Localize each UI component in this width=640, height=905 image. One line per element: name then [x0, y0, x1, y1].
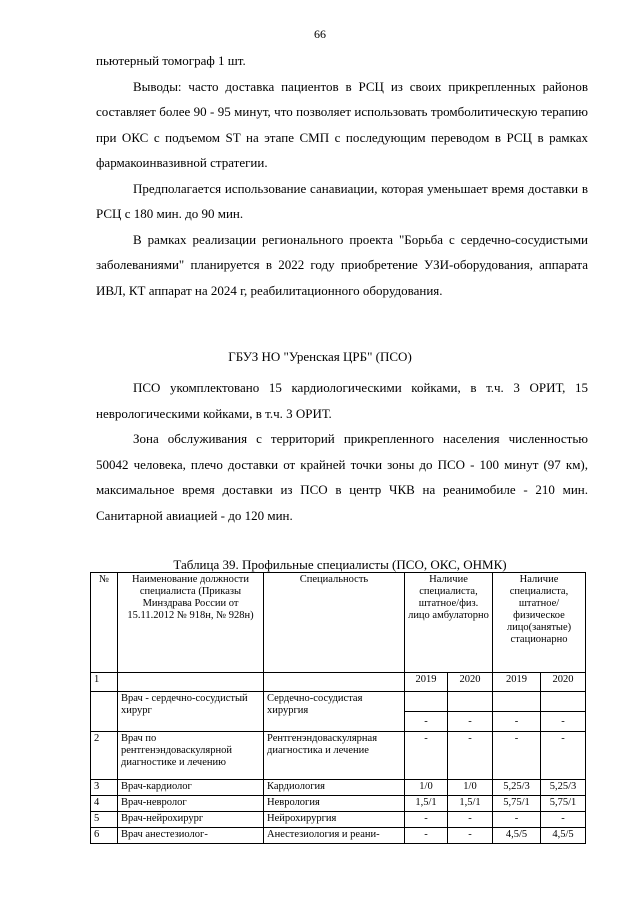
index-num: 1 [91, 673, 118, 692]
empty-cell [118, 673, 264, 692]
value-cell: - [493, 732, 541, 780]
empty-cell [448, 692, 493, 712]
table-caption: Таблица 39. Профильные специалисты (ПСО, ОКС, ОНМК) [173, 557, 507, 572]
row-specialty: Кардиология [264, 780, 405, 796]
year-cell: 2019 [493, 673, 541, 692]
row-position: Врач - сердечно-сосудистый хирург [118, 692, 264, 732]
row-specialty: Нейрохирургия [264, 812, 405, 828]
table-row [91, 828, 586, 844]
table-row [91, 812, 586, 828]
value-cell: 4,5/5 [541, 828, 586, 844]
table-row [91, 692, 586, 712]
page-number: 66 [314, 27, 326, 41]
table-row [91, 780, 586, 796]
value-cell: 5,75/1 [493, 796, 541, 812]
paragraph: Выводы: часто доставка пациентов в РСЦ из своих прикрепленных районов составляет более 90 - 95 минут, что позволяет использовать тромболитическую терапию при ОКС с подъемом ST на этапе СМП с последующим переводом в РСЦ в рамках фармакоинвазивной стратегии. [96, 78, 588, 170]
row-num [91, 692, 118, 732]
value-cell: 5,25/3 [493, 780, 541, 796]
row-position: Врач анестезиолог- [118, 828, 264, 844]
empty-cell [541, 692, 586, 712]
value-cell: - [405, 812, 448, 828]
value-cell: - [493, 812, 541, 828]
body-text-top [96, 48, 588, 303]
row-position: Врач-невролог [118, 796, 264, 812]
paragraph: Зона обслуживания с территорий прикрепленного населения численностью 50042 человека, плечо доставки от крайней точки зоны до ПСО - 100 минут (97 км), максимальное время доставки из ПСО в центр ЧКВ на реанимобиле - 210 мин. Санитарной авиацией - до 120 мин. [96, 431, 588, 523]
header-ambulatory: Наличие специалиста, штатное/физ. лицо амбулаторно [405, 573, 493, 673]
value-cell: 1,5/1 [448, 796, 493, 812]
row-specialty: Неврология [264, 796, 405, 812]
row-position: Врач-кардиолог [118, 780, 264, 796]
year-cell: 2019 [405, 673, 448, 692]
paragraph: Предполагается использование санавиации, которая уменьшает время доставки в РСЦ с 180 мин. до 90 мин. [96, 180, 588, 221]
row-specialty: Рентгенэндоваскулярная диагностика и лечение [264, 732, 405, 780]
value-cell: - [448, 712, 493, 732]
value-cell: - [448, 732, 493, 780]
value-cell: - [541, 712, 586, 732]
value-cell: - [448, 828, 493, 844]
table-row [91, 796, 586, 812]
paragraph: пьютерный томограф 1 шт. [96, 53, 246, 68]
row-specialty: Сердечно-сосудистая хирургия [264, 692, 405, 732]
header-inpatient: Наличие специалиста, штатное/физическое лицо(занятые) стационарно [493, 573, 586, 673]
row-num: 2 [91, 732, 118, 780]
row-num: 5 [91, 812, 118, 828]
section-heading: ГБУЗ НО "Уренская ЦРБ" (ПСО) [228, 349, 412, 364]
value-cell: - [405, 732, 448, 780]
empty-cell [493, 692, 541, 712]
table-header-row [91, 573, 586, 673]
body-text-bottom [96, 375, 588, 528]
year-cell: 2020 [541, 673, 586, 692]
empty-cell [264, 673, 405, 692]
value-cell: - [405, 828, 448, 844]
value-cell: - [493, 712, 541, 732]
value-cell: 1/0 [448, 780, 493, 796]
header-num: № [91, 573, 118, 673]
value-cell: 1,5/1 [405, 796, 448, 812]
table-row [91, 732, 586, 780]
value-cell: 5,75/1 [541, 796, 586, 812]
header-specialty: Специальность [264, 573, 405, 673]
value-cell: - [448, 812, 493, 828]
row-position: Врач по рентгенэндоваскулярной диагностике и лечению [118, 732, 264, 780]
row-num: 4 [91, 796, 118, 812]
table-index-row [91, 673, 586, 692]
year-cell: 2020 [448, 673, 493, 692]
specialists-table [90, 572, 586, 844]
value-cell: - [405, 712, 448, 732]
value-cell: 1/0 [405, 780, 448, 796]
value-cell: 4,5/5 [493, 828, 541, 844]
value-cell: - [541, 732, 586, 780]
row-position: Врач-нейрохирург [118, 812, 264, 828]
paragraph: В рамках реализации регионального проекта "Борьба с сердечно-сосудистыми заболеваниями" планируется в 2022 году приобретение УЗИ-оборудования, аппарата ИВЛ, КТ аппарат на 2024 г, реабилитационного оборудования. [96, 231, 588, 298]
row-specialty: Анестезиология и реани- [264, 828, 405, 844]
paragraph: ПСО укомплектовано 15 кардиологическими койками, в т.ч. 3 ОРИТ, 15 неврологическими койками, в т.ч. 3 ОРИТ. [96, 380, 588, 421]
empty-cell [405, 692, 448, 712]
value-cell: - [541, 812, 586, 828]
value-cell: 5,25/3 [541, 780, 586, 796]
row-num: 6 [91, 828, 118, 844]
row-num: 3 [91, 780, 118, 796]
header-position: Наименование должности специалиста (Приказы Минздрава России от 15.11.2012 № 918н, № 928н) [118, 573, 264, 673]
